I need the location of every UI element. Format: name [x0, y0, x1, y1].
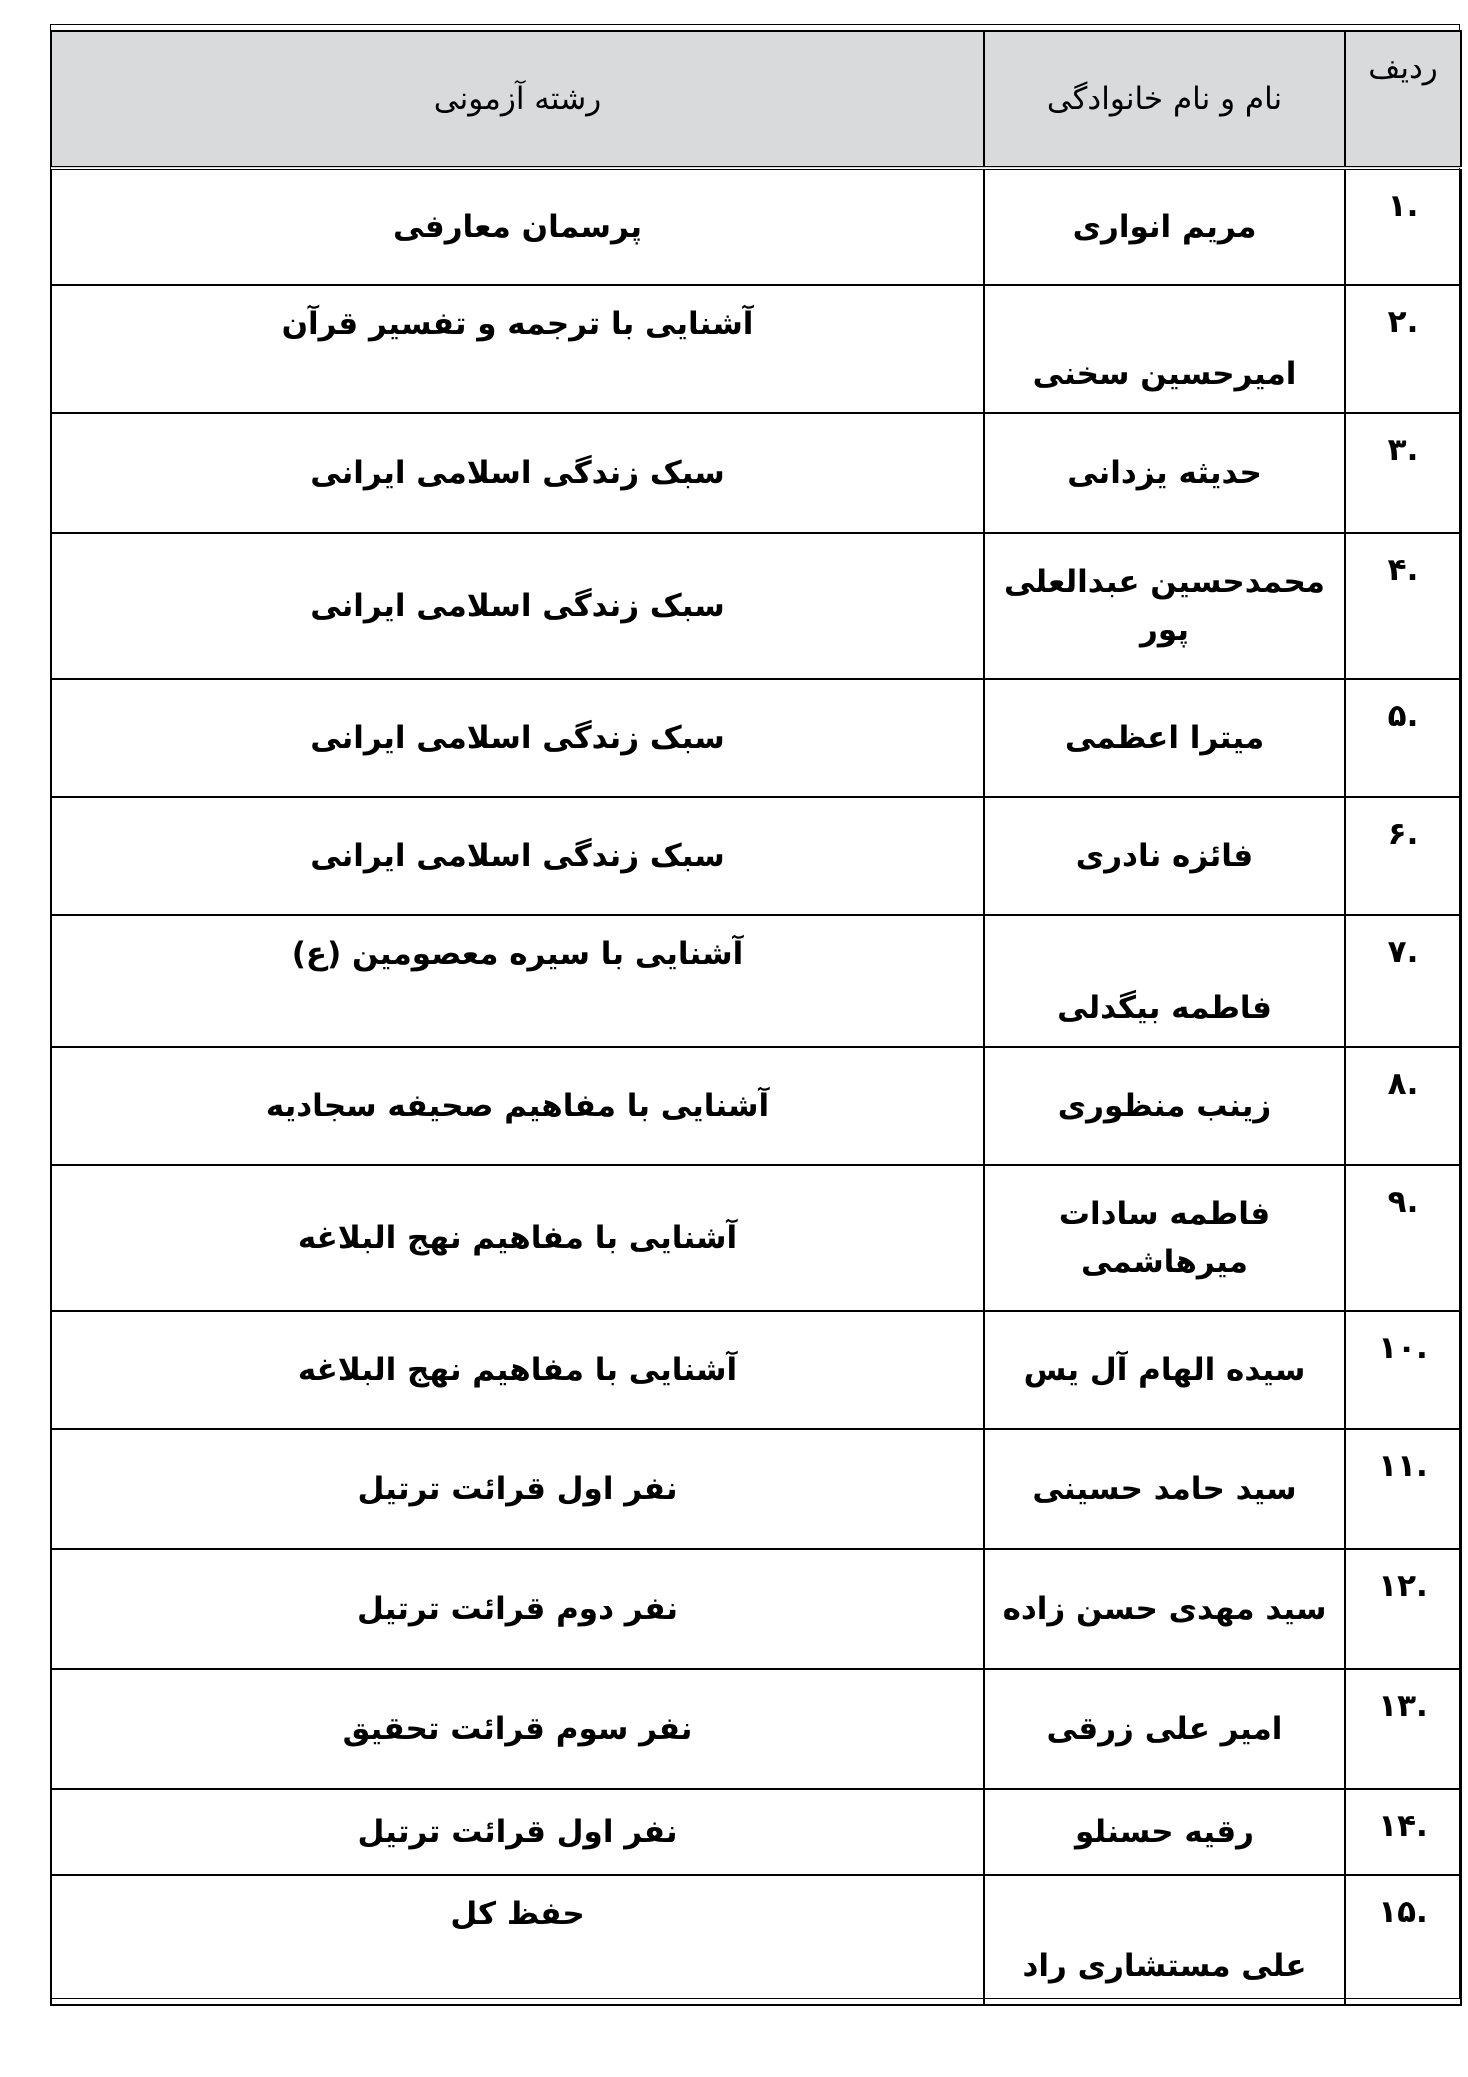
row-name: سید حامد حسینی	[984, 1429, 1345, 1549]
row-index: .۱۳	[1345, 1669, 1461, 1789]
row-field: نفر اول قرائت ترتیل	[51, 1429, 984, 1549]
row-field: آشنایی با مفاهیم نهج البلاغه	[51, 1165, 984, 1311]
row-index: .۱۴	[1345, 1789, 1461, 1875]
row-index: .۴	[1345, 533, 1461, 679]
row-name: رقیه حسنلو	[984, 1789, 1345, 1875]
table-row	[51, 1047, 1461, 1165]
header-row	[51, 31, 1461, 168]
table-row	[51, 1875, 1461, 2005]
row-field: آشنایی با ترجمه و تفسیر قرآن	[51, 285, 984, 413]
header-field: رشته آزمونی	[51, 31, 984, 168]
row-name: امیرحسین سخنی	[984, 285, 1345, 413]
row-field: سبک زندگی اسلامی ایرانی	[51, 797, 984, 915]
table-row	[51, 797, 1461, 915]
row-index: .۸	[1345, 1047, 1461, 1165]
row-field: آشنایی با مفاهیم نهج البلاغه	[51, 1311, 984, 1429]
row-field: آشنایی با مفاهیم صحیفه سجادیه	[51, 1047, 984, 1165]
row-name: مریم انواری	[984, 168, 1345, 285]
row-name: فاطمه بیگدلی	[984, 915, 1345, 1047]
table-row	[51, 1429, 1461, 1549]
row-index: .۱۰	[1345, 1311, 1461, 1429]
header-name: نام و نام خانوادگی	[984, 31, 1345, 168]
table-row	[51, 1669, 1461, 1789]
header-index: ردیف	[1345, 31, 1461, 168]
row-name: حدیثه یزدانی	[984, 413, 1345, 533]
row-field: نفر سوم قرائت تحقیق	[51, 1669, 984, 1789]
row-index: .۷	[1345, 915, 1461, 1047]
row-name: محمدحسین عبدالعلی پور	[984, 533, 1345, 679]
row-field: حفظ کل	[51, 1875, 984, 2005]
row-name: فائزه نادری	[984, 797, 1345, 915]
row-name: زینب منظوری	[984, 1047, 1345, 1165]
row-field: آشنایی با سیره معصومین (ع)	[51, 915, 984, 1047]
table-header	[51, 31, 1461, 168]
table-body	[51, 168, 1461, 2005]
row-name: علی مستشاری راد	[984, 1875, 1345, 2005]
row-index: .۱۵	[1345, 1875, 1461, 2005]
row-index: .۳	[1345, 413, 1461, 533]
table-row	[51, 285, 1461, 413]
results-table	[50, 30, 1462, 2006]
row-name: میترا اعظمی	[984, 679, 1345, 797]
row-field: سبک زندگی اسلامی ایرانی	[51, 413, 984, 533]
row-field: پرسمان معارفی	[51, 168, 984, 285]
table-row	[51, 533, 1461, 679]
row-name: سید مهدی حسن زاده	[984, 1549, 1345, 1669]
row-index: .۶	[1345, 797, 1461, 915]
row-index: .۲	[1345, 285, 1461, 413]
row-index: .۵	[1345, 679, 1461, 797]
row-index: .۹	[1345, 1165, 1461, 1311]
row-name: سیده الهام آل یس	[984, 1311, 1345, 1429]
row-field: نفر دوم قرائت ترتیل	[51, 1549, 984, 1669]
row-index: .۱	[1345, 168, 1461, 285]
table-row	[51, 1311, 1461, 1429]
table-row	[51, 679, 1461, 797]
row-index: .۱۲	[1345, 1549, 1461, 1669]
row-name: امیر علی زرقی	[984, 1669, 1345, 1789]
table-row	[51, 1549, 1461, 1669]
table-row	[51, 168, 1461, 285]
row-index: .۱۱	[1345, 1429, 1461, 1549]
row-name: فاطمه سادات میرهاشمی	[984, 1165, 1345, 1311]
row-field: سبک زندگی اسلامی ایرانی	[51, 533, 984, 679]
row-field: سبک زندگی اسلامی ایرانی	[51, 679, 984, 797]
table-row	[51, 1165, 1461, 1311]
table-row	[51, 1789, 1461, 1875]
table-row	[51, 915, 1461, 1047]
row-field: نفر اول قرائت ترتیل	[51, 1789, 984, 1875]
table-row	[51, 413, 1461, 533]
